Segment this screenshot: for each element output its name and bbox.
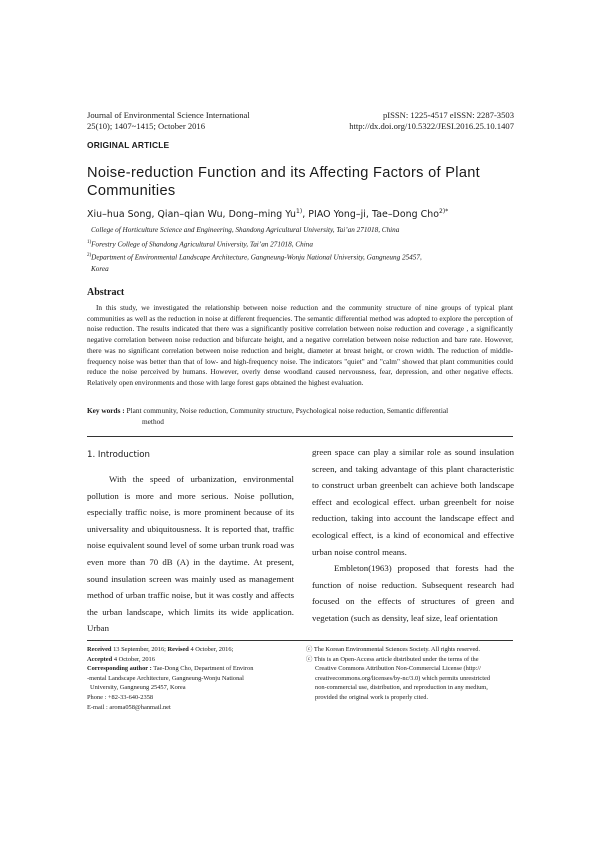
corresponding-line-1 xyxy=(87,664,299,674)
received-label: Received xyxy=(87,646,112,653)
affiliation-1-mark: 1) xyxy=(87,239,92,245)
corresponding-text: Tae-Dong Cho, Department of Environ xyxy=(153,665,254,673)
title-line-2: Communities xyxy=(87,183,176,199)
corresponding-line-3: University, Gangneung 25457, Korea xyxy=(90,684,186,692)
keywords-line-1 xyxy=(87,406,517,417)
footnote-divider xyxy=(87,640,513,641)
corresponding-label: Corresponding author : xyxy=(87,665,152,673)
authors-part-1: Xiu–hua Song, Qian–qian Wu, Dong–ming Yu xyxy=(87,209,296,221)
keywords-line-2: method xyxy=(142,416,164,426)
abstract-heading: Abstract xyxy=(87,287,125,298)
abstract-body: In this study, we investigated the relationship between noise reduction and the community structure of nine groups of typical plant communities as well as the reduction in noise at different frequencies. The semantic differential method was adopted to explore the perception of noise reduction. The results indicated that there was a significantly positive correlation between noise reduction and coverage , a significantly negative correlation between noise reduction and bifurcate height, and a negative correlation between noise reduction and bare rate. However, there was no significant correlation between noise reduction and height, diameter at breast height, or crown width. The reduction of middle-frequency noise was better than that of low- and high-frequency noise. The indicators "quiet" and "calm" showed that plant communities could reduce the noise perceived by humans. However, overly dense woodland caused nervousness, fear, depression, and other negative effects. Relatively open environments and those with large forest gaps obtained the highest evaluation. xyxy=(87,303,513,387)
phone: Phone : +82-33-640-2358 xyxy=(87,693,154,701)
history-line-2 xyxy=(87,655,299,665)
author-affil-mark-2: 2)* xyxy=(439,208,449,215)
authors-part-2: , PIAO Yong–ji, Tae–Dong Cho xyxy=(302,209,440,221)
affiliation-1 xyxy=(87,237,527,251)
article-type: ORIGINAL ARTICLE xyxy=(87,140,170,150)
email[interactable]: E-mail : aroma058@hanmail.net xyxy=(87,703,171,711)
license-line: non-commercial use, distribution, and reproduction in any medium, xyxy=(315,684,488,692)
keywords-label: Key words : xyxy=(87,406,125,415)
doi-link[interactable]: http://dx.doi.org/10.5322/JESI.2016.25.10.1407 xyxy=(349,121,514,131)
affiliation-0: College of Horticulture Science and Engineering, Shandong Agricultural University, Tai’an 271018, China xyxy=(91,226,400,234)
affiliation-2 xyxy=(87,250,527,264)
journal-volume: 25(10); 1407~1415; October 2016 xyxy=(87,121,206,131)
license-line: provided the original work is properly cited. xyxy=(315,693,429,701)
right-column xyxy=(312,444,514,627)
issn: pISSN: 1225-4517 eISSN: 2287-3503 xyxy=(382,110,514,120)
accepted-label: Accepted xyxy=(87,655,113,663)
affiliation-2-text: Department of Environmental Landscape Architecture, Gangneung-Wonju National University, Gangneung 25457, xyxy=(91,253,422,262)
journal-name: Journal of Environmental Science International xyxy=(87,110,250,120)
license-line: ⓒ This is an Open-Access article distributed under the terms of the xyxy=(306,655,479,663)
license-line: creativecommons.org/licenses/by-nc/3.0) which permits unrestricted xyxy=(315,674,491,682)
keywords xyxy=(87,406,517,427)
revised-label: Revised xyxy=(167,646,189,653)
paragraph: With the speed of urbanization, environmental pollution is more and more serious. Noise pollution, especially traffic noise, is more prominent because of its universality and ubiquitousness. It is reported that, traffic noise equivalent sound level of some urban trunk road was even more than 70 dB (A) in the daytime. At present, sound insulation screen was mainly used as management method of urban traffic noise, but it was costly and affects the urban landscape, which limits its wide application. Urban xyxy=(87,474,294,634)
left-column xyxy=(87,471,294,637)
received-date: 13 September, 2016; xyxy=(113,646,166,653)
corresponding-line-2: -mental Landscape Architecture, Gangneung-Wonju National xyxy=(87,674,244,682)
section-heading: 1. Introduction xyxy=(87,450,150,460)
affiliation-2-mark: 2) xyxy=(87,253,92,259)
license-notice xyxy=(306,645,518,703)
affiliations xyxy=(87,225,527,276)
title-line-1: Noise-reduction Function and its Affecting Factors of Plant xyxy=(87,165,481,181)
paragraph: green space can play a similar role as sound insulation screen, and taking advantage of this plant characteristic to construct urban greenbelt can achieve both landscape effect and ecological effect. urban greenbelt for noise reduction, taking into account the landscape effect and ecological effect, is a kind of economical and effective urban noise control means. xyxy=(312,447,514,557)
author-affil-mark-1: 1) xyxy=(295,208,303,215)
authors xyxy=(87,208,448,220)
article-history xyxy=(87,645,299,712)
affiliation-2-cont: Korea xyxy=(91,265,109,274)
section-divider xyxy=(87,436,513,437)
history-line-1 xyxy=(87,645,299,655)
license-line: ⓒ The Korean Environmental Sciences Society. All rights reserved. xyxy=(306,646,481,653)
paragraph: Embleton(1963) proposed that forests had the function of noise reduction. Subsequent research had focused on the effects of structures of green and vegetation (such as density, leaf size, leaf orientation xyxy=(312,563,514,623)
affiliation-1-text: Forestry College of Shandong Agricultural University, Tai’an 271018, China xyxy=(91,239,313,248)
keywords-text: Plant community, Noise reduction, Community structure, Psychological noise reduction, Semantic differential xyxy=(126,406,449,415)
revised-date: 4 October, 2016; xyxy=(190,646,234,653)
accepted-date: 4 October, 2016 xyxy=(113,655,155,663)
license-line: Creative Commons Attribution Non-Commercial License (http:// xyxy=(315,665,481,673)
paper-title xyxy=(87,164,480,200)
